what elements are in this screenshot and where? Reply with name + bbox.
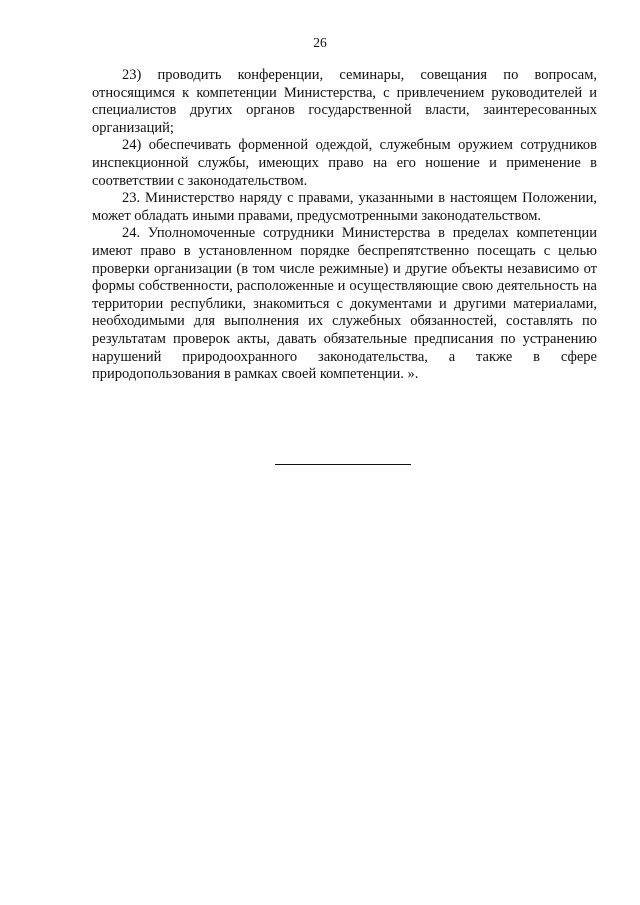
- page-number: 26: [313, 35, 327, 50]
- paragraph-item-23: 23) проводить конференции, семинары, совещания по вопросам, относящимся к компетенции Министерства, с привлечением руководителей и специалистов других органов государственной власти, заинтересованных организаций;: [92, 67, 597, 136]
- paragraph-clause-23: 23. Министерство наряду с правами, указанными в настоящем Положении, может обладать иными правами, предусмотренными законодательством.: [92, 190, 597, 224]
- document-body: [92, 67, 597, 384]
- paragraph-item-24: 24) обеспечивать форменной одеждой, служебным оружием сотрудников инспекционной службы, имеющих право на его ношение и применение в соответствии с законодательством.: [92, 137, 597, 189]
- paragraph-clause-24: 24. Уполномоченные сотрудники Министерства в пределах компетенции имеют право в установленном порядке беспрепятственно посещать с целью проверки организации (в том числе режимные) и другие объекты независимо от формы собственности, расположенные и осуществляющие свою деятельность на территории республики, знакомиться с документами и другими материалами, необходимыми для выполнения их служебных обязанностей, составлять по результатам проверок акты, давать обязательные предписания по устранению нарушений природоохранного законодательства, а также в сфере природопользования в рамках своей компетенции. ».: [92, 225, 597, 383]
- end-divider: [275, 464, 411, 465]
